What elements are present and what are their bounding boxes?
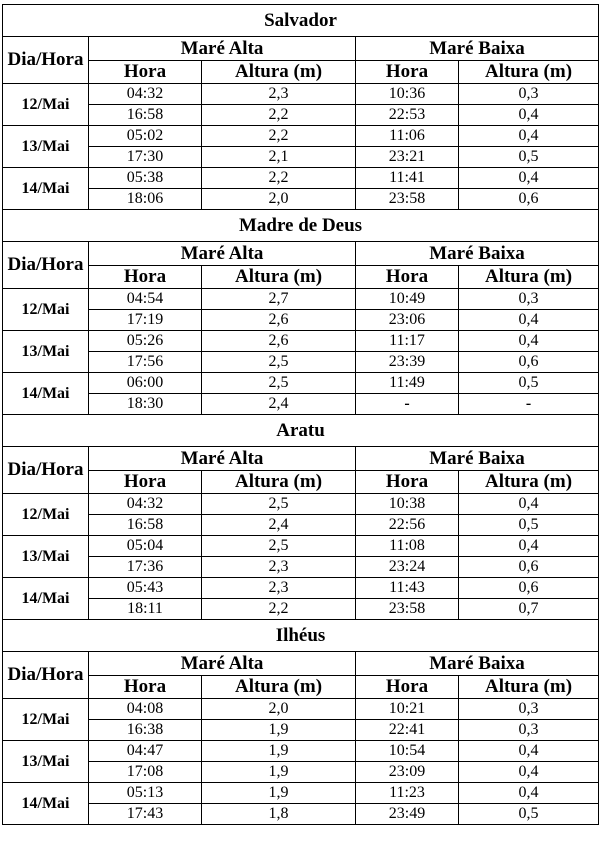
high-tide-time: 17:43 bbox=[89, 804, 202, 825]
low-tide-time: 22:41 bbox=[356, 720, 459, 741]
low-altura-header: Altura (m) bbox=[459, 676, 599, 699]
low-tide-height: 0,4 bbox=[459, 783, 599, 804]
day-label: 13/Mai bbox=[3, 536, 89, 578]
low-tide-height: 0,3 bbox=[459, 84, 599, 105]
low-tide-time: 11:41 bbox=[356, 168, 459, 189]
data-row bbox=[3, 289, 599, 310]
high-tide-time: 05:02 bbox=[89, 126, 202, 147]
low-tide-time: 23:39 bbox=[356, 352, 459, 373]
low-tide-time: 10:49 bbox=[356, 289, 459, 310]
high-hora-header: Hora bbox=[89, 676, 202, 699]
high-hora-header: Hora bbox=[89, 471, 202, 494]
high-tide-time: 05:13 bbox=[89, 783, 202, 804]
low-altura-header: Altura (m) bbox=[459, 61, 599, 84]
dia-hora-header: Dia/Hora bbox=[3, 447, 89, 494]
data-row bbox=[3, 536, 599, 557]
group-header-row bbox=[3, 447, 599, 471]
location-name: Aratu bbox=[3, 415, 599, 447]
low-hora-header: Hora bbox=[356, 61, 459, 84]
low-tide-time: 11:08 bbox=[356, 536, 459, 557]
sub-header-row bbox=[3, 266, 599, 289]
data-row bbox=[3, 373, 599, 394]
mare-baixa-header: Maré Baixa bbox=[356, 652, 599, 676]
low-tide-height: 0,4 bbox=[459, 536, 599, 557]
high-tide-time: 04:47 bbox=[89, 741, 202, 762]
high-tide-height: 2,5 bbox=[202, 494, 356, 515]
low-tide-height: 0,4 bbox=[459, 126, 599, 147]
data-row bbox=[3, 699, 599, 720]
day-label: 12/Mai bbox=[3, 699, 89, 741]
high-tide-height: 2,6 bbox=[202, 331, 356, 352]
high-tide-time: 16:38 bbox=[89, 720, 202, 741]
low-tide-height: 0,4 bbox=[459, 105, 599, 126]
high-tide-height: 2,2 bbox=[202, 126, 356, 147]
data-row bbox=[3, 168, 599, 189]
low-tide-time: 11:17 bbox=[356, 331, 459, 352]
day-label: 13/Mai bbox=[3, 126, 89, 168]
high-tide-height: 1,9 bbox=[202, 741, 356, 762]
data-row bbox=[3, 126, 599, 147]
high-tide-time: 04:08 bbox=[89, 699, 202, 720]
low-tide-time: 10:21 bbox=[356, 699, 459, 720]
high-tide-height: 2,3 bbox=[202, 578, 356, 599]
data-row bbox=[3, 720, 599, 741]
high-tide-time: 17:36 bbox=[89, 557, 202, 578]
low-tide-time: - bbox=[356, 394, 459, 415]
high-tide-time: 16:58 bbox=[89, 515, 202, 536]
location-title-row bbox=[3, 5, 599, 37]
data-row bbox=[3, 189, 599, 210]
low-tide-height: 0,6 bbox=[459, 557, 599, 578]
high-tide-height: 2,5 bbox=[202, 352, 356, 373]
day-label: 12/Mai bbox=[3, 289, 89, 331]
low-tide-height: 0,4 bbox=[459, 494, 599, 515]
mare-alta-header: Maré Alta bbox=[89, 37, 356, 61]
low-tide-height: 0,4 bbox=[459, 741, 599, 762]
low-tide-height: 0,3 bbox=[459, 289, 599, 310]
mare-alta-header: Maré Alta bbox=[89, 242, 356, 266]
high-tide-height: 2,4 bbox=[202, 515, 356, 536]
low-tide-time: 11:43 bbox=[356, 578, 459, 599]
low-tide-time: 10:38 bbox=[356, 494, 459, 515]
data-row bbox=[3, 578, 599, 599]
low-tide-time: 23:49 bbox=[356, 804, 459, 825]
high-tide-height: 2,0 bbox=[202, 189, 356, 210]
low-tide-height: 0,4 bbox=[459, 762, 599, 783]
data-row bbox=[3, 310, 599, 331]
data-row bbox=[3, 352, 599, 373]
day-label: 12/Mai bbox=[3, 494, 89, 536]
location-name: Salvador bbox=[3, 5, 599, 37]
day-label: 12/Mai bbox=[3, 84, 89, 126]
low-tide-time: 11:49 bbox=[356, 373, 459, 394]
location-title-row bbox=[3, 620, 599, 652]
high-altura-header: Altura (m) bbox=[202, 61, 356, 84]
high-tide-time: 17:19 bbox=[89, 310, 202, 331]
data-row bbox=[3, 515, 599, 536]
high-tide-time: 16:58 bbox=[89, 105, 202, 126]
data-row bbox=[3, 394, 599, 415]
high-tide-height: 2,2 bbox=[202, 168, 356, 189]
data-row bbox=[3, 762, 599, 783]
high-tide-height: 2,3 bbox=[202, 84, 356, 105]
high-tide-time: 17:08 bbox=[89, 762, 202, 783]
high-tide-time: 05:38 bbox=[89, 168, 202, 189]
sub-header-row bbox=[3, 471, 599, 494]
low-tide-time: 11:23 bbox=[356, 783, 459, 804]
low-tide-time: 10:36 bbox=[356, 84, 459, 105]
high-tide-height: 1,9 bbox=[202, 783, 356, 804]
low-tide-height: 0,4 bbox=[459, 168, 599, 189]
data-row bbox=[3, 741, 599, 762]
high-tide-height: 2,6 bbox=[202, 310, 356, 331]
high-tide-height: 2,2 bbox=[202, 599, 356, 620]
low-tide-time: 23:24 bbox=[356, 557, 459, 578]
high-tide-time: 18:11 bbox=[89, 599, 202, 620]
low-tide-height: 0,5 bbox=[459, 515, 599, 536]
tide-table bbox=[2, 4, 599, 825]
high-hora-header: Hora bbox=[89, 266, 202, 289]
low-hora-header: Hora bbox=[356, 266, 459, 289]
high-tide-time: 17:56 bbox=[89, 352, 202, 373]
high-tide-time: 18:30 bbox=[89, 394, 202, 415]
low-tide-time: 23:58 bbox=[356, 599, 459, 620]
data-row bbox=[3, 105, 599, 126]
low-tide-height: 0,4 bbox=[459, 310, 599, 331]
low-tide-time: 11:06 bbox=[356, 126, 459, 147]
low-tide-time: 23:06 bbox=[356, 310, 459, 331]
low-tide-height: 0,3 bbox=[459, 699, 599, 720]
day-label: 14/Mai bbox=[3, 578, 89, 620]
day-label: 14/Mai bbox=[3, 783, 89, 825]
group-header-row bbox=[3, 37, 599, 61]
location-title-row bbox=[3, 210, 599, 242]
dia-hora-header: Dia/Hora bbox=[3, 652, 89, 699]
mare-alta-header: Maré Alta bbox=[89, 447, 356, 471]
location-name: Madre de Deus bbox=[3, 210, 599, 242]
high-tide-height: 2,3 bbox=[202, 557, 356, 578]
data-row bbox=[3, 147, 599, 168]
high-altura-header: Altura (m) bbox=[202, 676, 356, 699]
high-tide-time: 04:32 bbox=[89, 84, 202, 105]
high-tide-time: 05:04 bbox=[89, 536, 202, 557]
high-tide-time: 04:32 bbox=[89, 494, 202, 515]
data-row bbox=[3, 804, 599, 825]
high-tide-height: 1,9 bbox=[202, 762, 356, 783]
high-tide-height: 2,2 bbox=[202, 105, 356, 126]
high-tide-time: 18:06 bbox=[89, 189, 202, 210]
high-hora-header: Hora bbox=[89, 61, 202, 84]
low-tide-height: 0,6 bbox=[459, 352, 599, 373]
mare-baixa-header: Maré Baixa bbox=[356, 242, 599, 266]
low-tide-height: 0,6 bbox=[459, 578, 599, 599]
location-name: Ilhéus bbox=[3, 620, 599, 652]
group-header-row bbox=[3, 242, 599, 266]
location-title-row bbox=[3, 415, 599, 447]
low-altura-header: Altura (m) bbox=[459, 471, 599, 494]
data-row bbox=[3, 557, 599, 578]
high-tide-height: 2,5 bbox=[202, 373, 356, 394]
low-tide-height: 0,6 bbox=[459, 189, 599, 210]
mare-alta-header: Maré Alta bbox=[89, 652, 356, 676]
low-tide-time: 22:56 bbox=[356, 515, 459, 536]
high-tide-time: 04:54 bbox=[89, 289, 202, 310]
dia-hora-header: Dia/Hora bbox=[3, 37, 89, 84]
high-tide-height: 2,0 bbox=[202, 699, 356, 720]
low-tide-height: 0,5 bbox=[459, 147, 599, 168]
low-tide-time: 22:53 bbox=[356, 105, 459, 126]
day-label: 14/Mai bbox=[3, 168, 89, 210]
high-tide-time: 05:43 bbox=[89, 578, 202, 599]
low-tide-height: 0,5 bbox=[459, 804, 599, 825]
high-tide-time: 17:30 bbox=[89, 147, 202, 168]
data-row bbox=[3, 84, 599, 105]
low-tide-time: 10:54 bbox=[356, 741, 459, 762]
low-tide-height: 0,5 bbox=[459, 373, 599, 394]
low-tide-height: 0,7 bbox=[459, 599, 599, 620]
low-tide-time: 23:21 bbox=[356, 147, 459, 168]
low-tide-time: 23:58 bbox=[356, 189, 459, 210]
high-tide-height: 2,5 bbox=[202, 536, 356, 557]
day-label: 14/Mai bbox=[3, 373, 89, 415]
low-hora-header: Hora bbox=[356, 471, 459, 494]
low-tide-height: 0,4 bbox=[459, 331, 599, 352]
low-tide-height: 0,3 bbox=[459, 720, 599, 741]
high-tide-height: 1,9 bbox=[202, 720, 356, 741]
high-tide-height: 2,7 bbox=[202, 289, 356, 310]
high-tide-height: 1,8 bbox=[202, 804, 356, 825]
dia-hora-header: Dia/Hora bbox=[3, 242, 89, 289]
low-tide-time: 23:09 bbox=[356, 762, 459, 783]
high-tide-height: 2,4 bbox=[202, 394, 356, 415]
high-tide-time: 05:26 bbox=[89, 331, 202, 352]
data-row bbox=[3, 599, 599, 620]
day-label: 13/Mai bbox=[3, 331, 89, 373]
group-header-row bbox=[3, 652, 599, 676]
low-altura-header: Altura (m) bbox=[459, 266, 599, 289]
mare-baixa-header: Maré Baixa bbox=[356, 37, 599, 61]
day-label: 13/Mai bbox=[3, 741, 89, 783]
mare-baixa-header: Maré Baixa bbox=[356, 447, 599, 471]
data-row bbox=[3, 331, 599, 352]
high-tide-height: 2,1 bbox=[202, 147, 356, 168]
high-altura-header: Altura (m) bbox=[202, 266, 356, 289]
high-altura-header: Altura (m) bbox=[202, 471, 356, 494]
data-row bbox=[3, 494, 599, 515]
sub-header-row bbox=[3, 61, 599, 84]
sub-header-row bbox=[3, 676, 599, 699]
low-tide-height: - bbox=[459, 394, 599, 415]
low-hora-header: Hora bbox=[356, 676, 459, 699]
data-row bbox=[3, 783, 599, 804]
high-tide-time: 06:00 bbox=[89, 373, 202, 394]
